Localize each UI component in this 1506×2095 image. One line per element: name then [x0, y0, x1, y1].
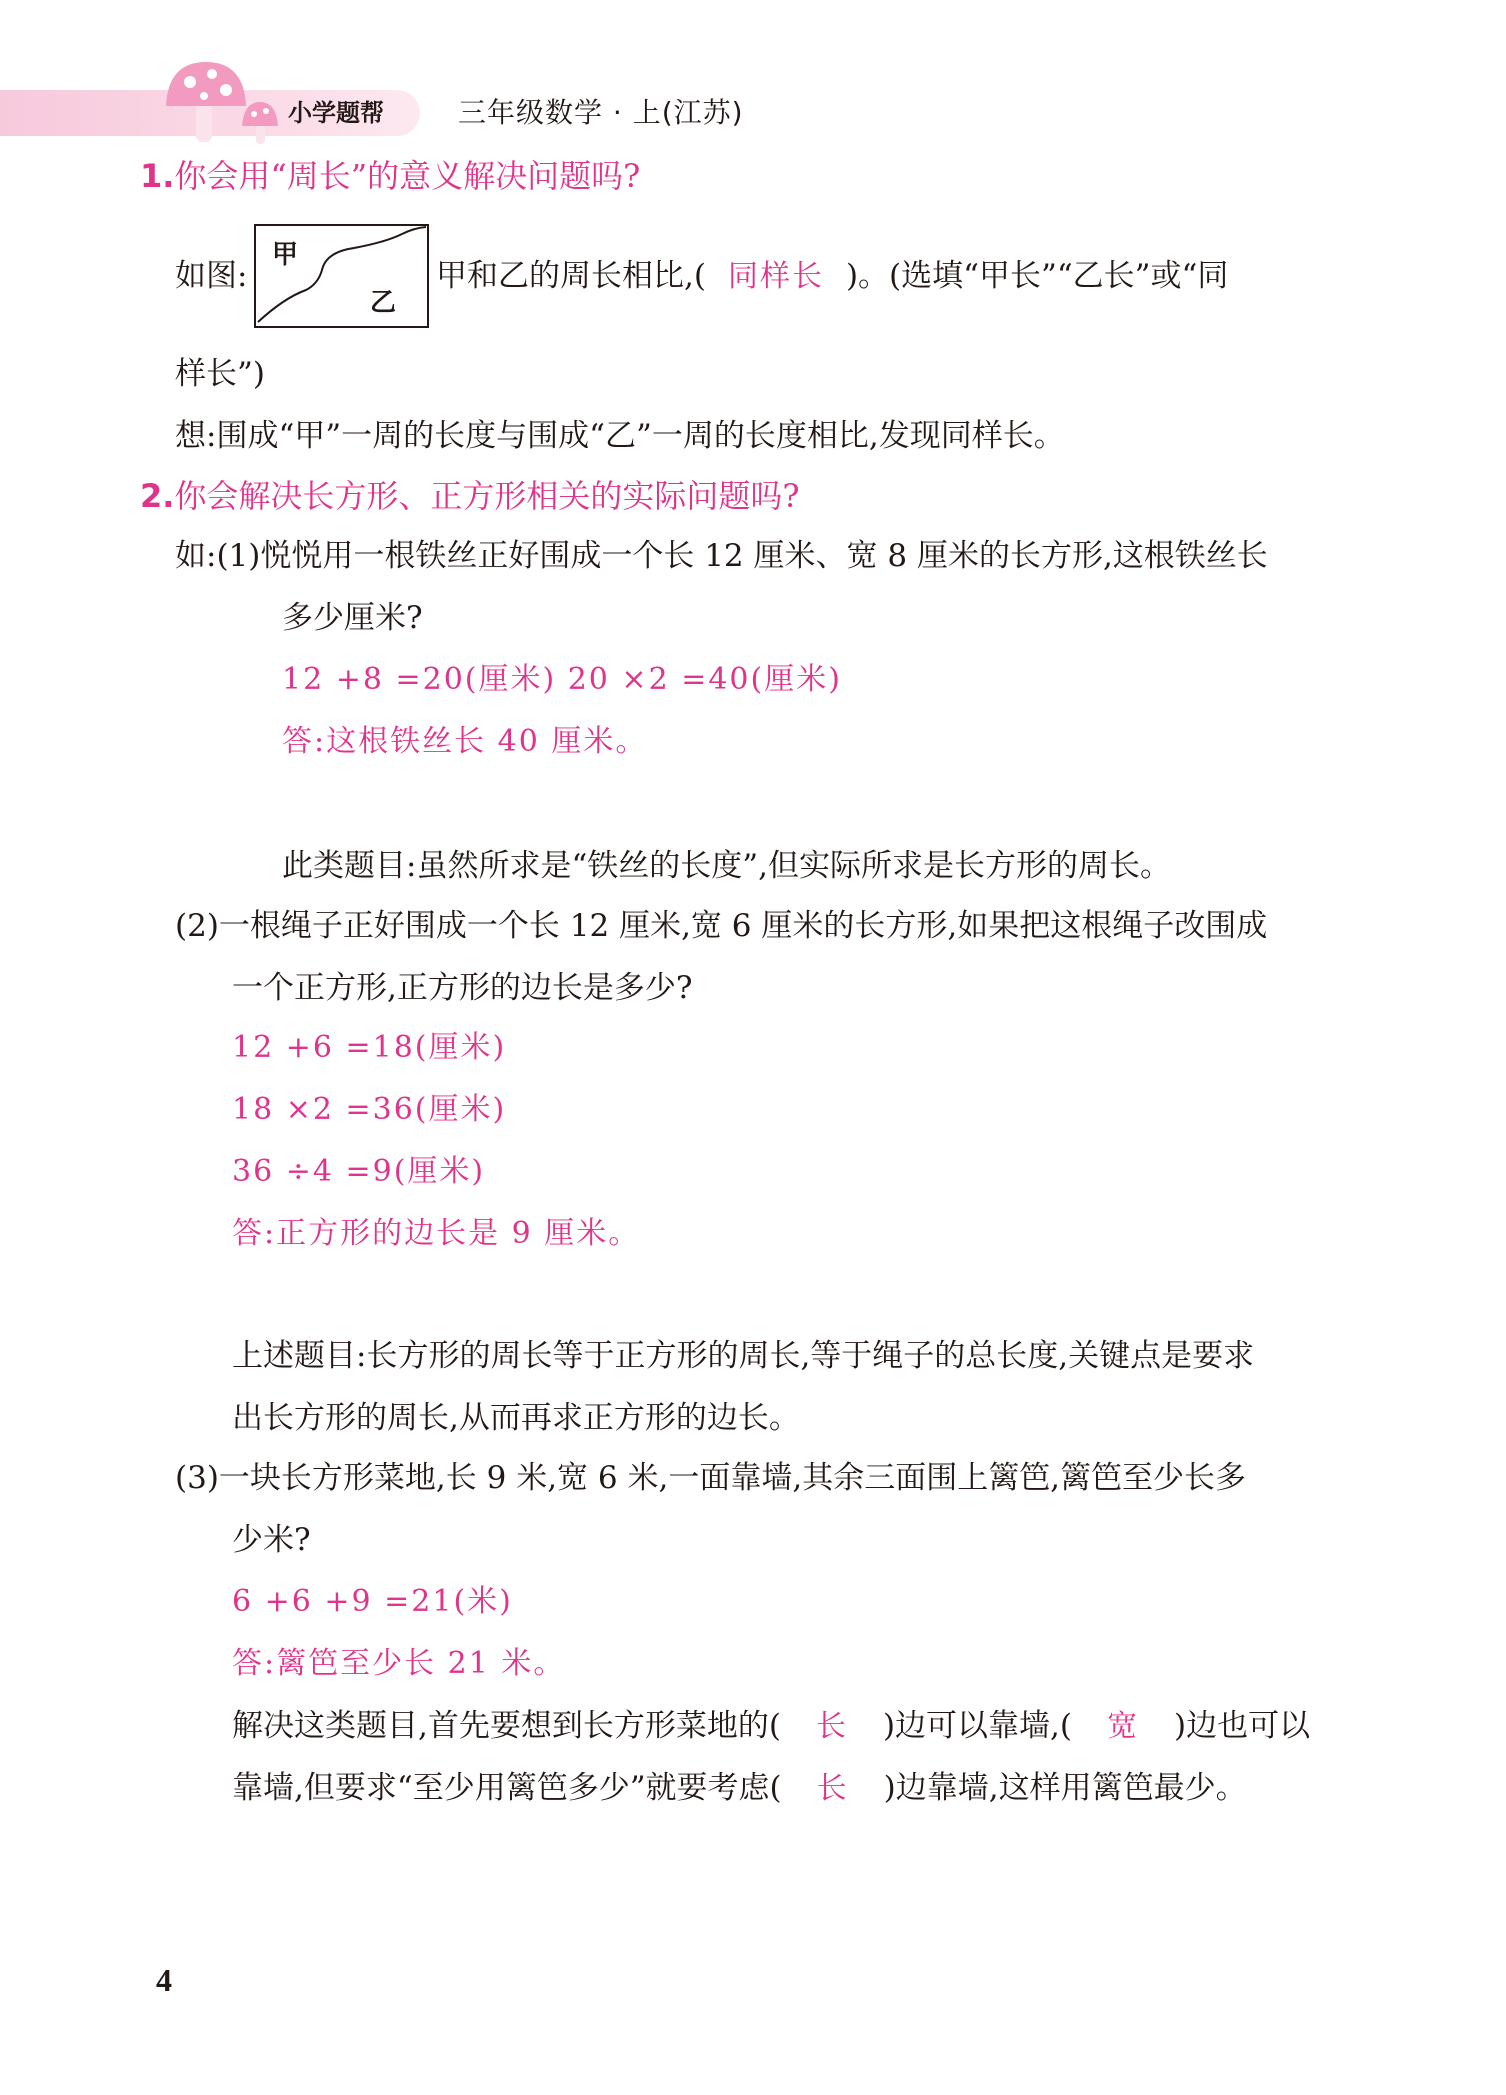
- perimeter-figure: [254, 224, 429, 328]
- q2-p2-calc2: 18 ×2 =36(厘米): [232, 1092, 507, 1127]
- figure-label-yi: 乙: [370, 288, 397, 318]
- q2-p3-line2: 少米?: [232, 1522, 311, 1558]
- q1-answer-blank: [706, 256, 846, 297]
- series-title: 小学题帮: [288, 99, 384, 127]
- figure-label-jia: 甲: [272, 240, 299, 270]
- q2-p3-fill2-a: 靠墙,但要求“至少用篱笆多少”就要考虑(: [232, 1770, 782, 1806]
- q2-p2-line1: (2)一根绳子正好围成一个长 12 厘米,宽 6 厘米的长方形,如果把这根绳子改围成: [175, 908, 1268, 944]
- q2-p3-blank1-answer: 长: [815, 1709, 848, 1744]
- q2-p3-fill-line1: [232, 1706, 1310, 1747]
- q2-p3-fill1-a: 解决这类题目,首先要想到长方形菜地的(: [232, 1708, 781, 1744]
- q2-p3-blank3-answer: 长: [816, 1771, 849, 1806]
- q1-stem-line1: [436, 256, 1228, 297]
- q2-p3-fill1-b: )边可以靠墙,(: [882, 1708, 1072, 1744]
- q2-title: 你会解决长方形、正方形相关的实际问题吗?: [174, 477, 800, 515]
- q1-answer: 同样长: [727, 259, 824, 294]
- q2-p3-answer: 答:篱笆至少长 21 米。: [232, 1646, 566, 1681]
- q2-p3-blank1: [781, 1706, 883, 1747]
- book-title: 三年级数学 · 上(江苏): [458, 96, 744, 129]
- q2-p2-calc3: 36 ÷4 =9(厘米): [232, 1154, 486, 1189]
- q2-p3-blank3: [782, 1768, 884, 1809]
- q2-p2-note1: 上述题目:长方形的周长等于正方形的周长,等于绳子的总长度,关键点是要求: [232, 1338, 1255, 1374]
- q2-p3-calc: 6 +6 +9 =21(米): [232, 1584, 513, 1619]
- q2-p3-blank2: [1072, 1706, 1174, 1747]
- q1-prefix: 如图:: [175, 258, 248, 294]
- mushroom-icon: [160, 56, 290, 152]
- q2-p2-line2: 一个正方形,正方形的边长是多少?: [232, 970, 693, 1006]
- q1-number: 1.: [140, 157, 175, 195]
- q2-p3-fill1-c: )边也可以: [1174, 1708, 1311, 1744]
- q2-p1-answer: 答:这根铁丝长 40 厘米。: [282, 724, 648, 759]
- q2-p2-calc1: 12 +6 =18(厘米): [232, 1030, 507, 1065]
- q2-p3-fill2-b: )边靠墙,这样用篱笆最少。: [883, 1770, 1247, 1806]
- q1-heading: [140, 156, 640, 196]
- q2-p3-blank2-answer: 宽: [1107, 1709, 1139, 1744]
- q2-p1-note: 此类题目:虽然所求是“铁丝的长度”,但实际所求是长方形的周长。: [282, 848, 1171, 884]
- q1-think: 想:围成“甲”一周的长度与围成“乙”一周的长度相比,发现同样长。: [175, 418, 1065, 454]
- page-number: 4: [156, 1962, 172, 1998]
- q1-stem-a: 甲和乙的周长相比,(: [436, 258, 706, 294]
- q2-p2-answer: 答:正方形的边长是 9 厘米。: [232, 1216, 641, 1251]
- q2-p1-line1: 如:(1)悦悦用一根铁丝正好围成一个长 12 厘米、宽 8 厘米的长方形,这根铁丝长: [175, 538, 1268, 574]
- q2-p2-note2: 出长方形的周长,从而再求正方形的边长。: [232, 1400, 800, 1436]
- q2-p1-calc: 12 +8 =20(厘米) 20 ×2 =40(厘米): [282, 662, 842, 697]
- q2-heading: [140, 476, 800, 516]
- q2-p3-fill-line2: [232, 1768, 1247, 1809]
- q2-p3-line1: (3)一块长方形菜地,长 9 米,宽 6 米,一面靠墙,其余三面围上篱笆,篱笆至少长多: [175, 1460, 1247, 1496]
- q2-number: 2.: [140, 477, 175, 515]
- q1-stem-line2: 样长”): [175, 356, 265, 392]
- q2-p1-line2: 多少厘米?: [282, 600, 423, 636]
- q1-title: 你会用“周长”的意义解决问题吗?: [174, 157, 641, 195]
- q1-stem-b: )。(选填“甲长”“乙长”或“同: [845, 258, 1229, 294]
